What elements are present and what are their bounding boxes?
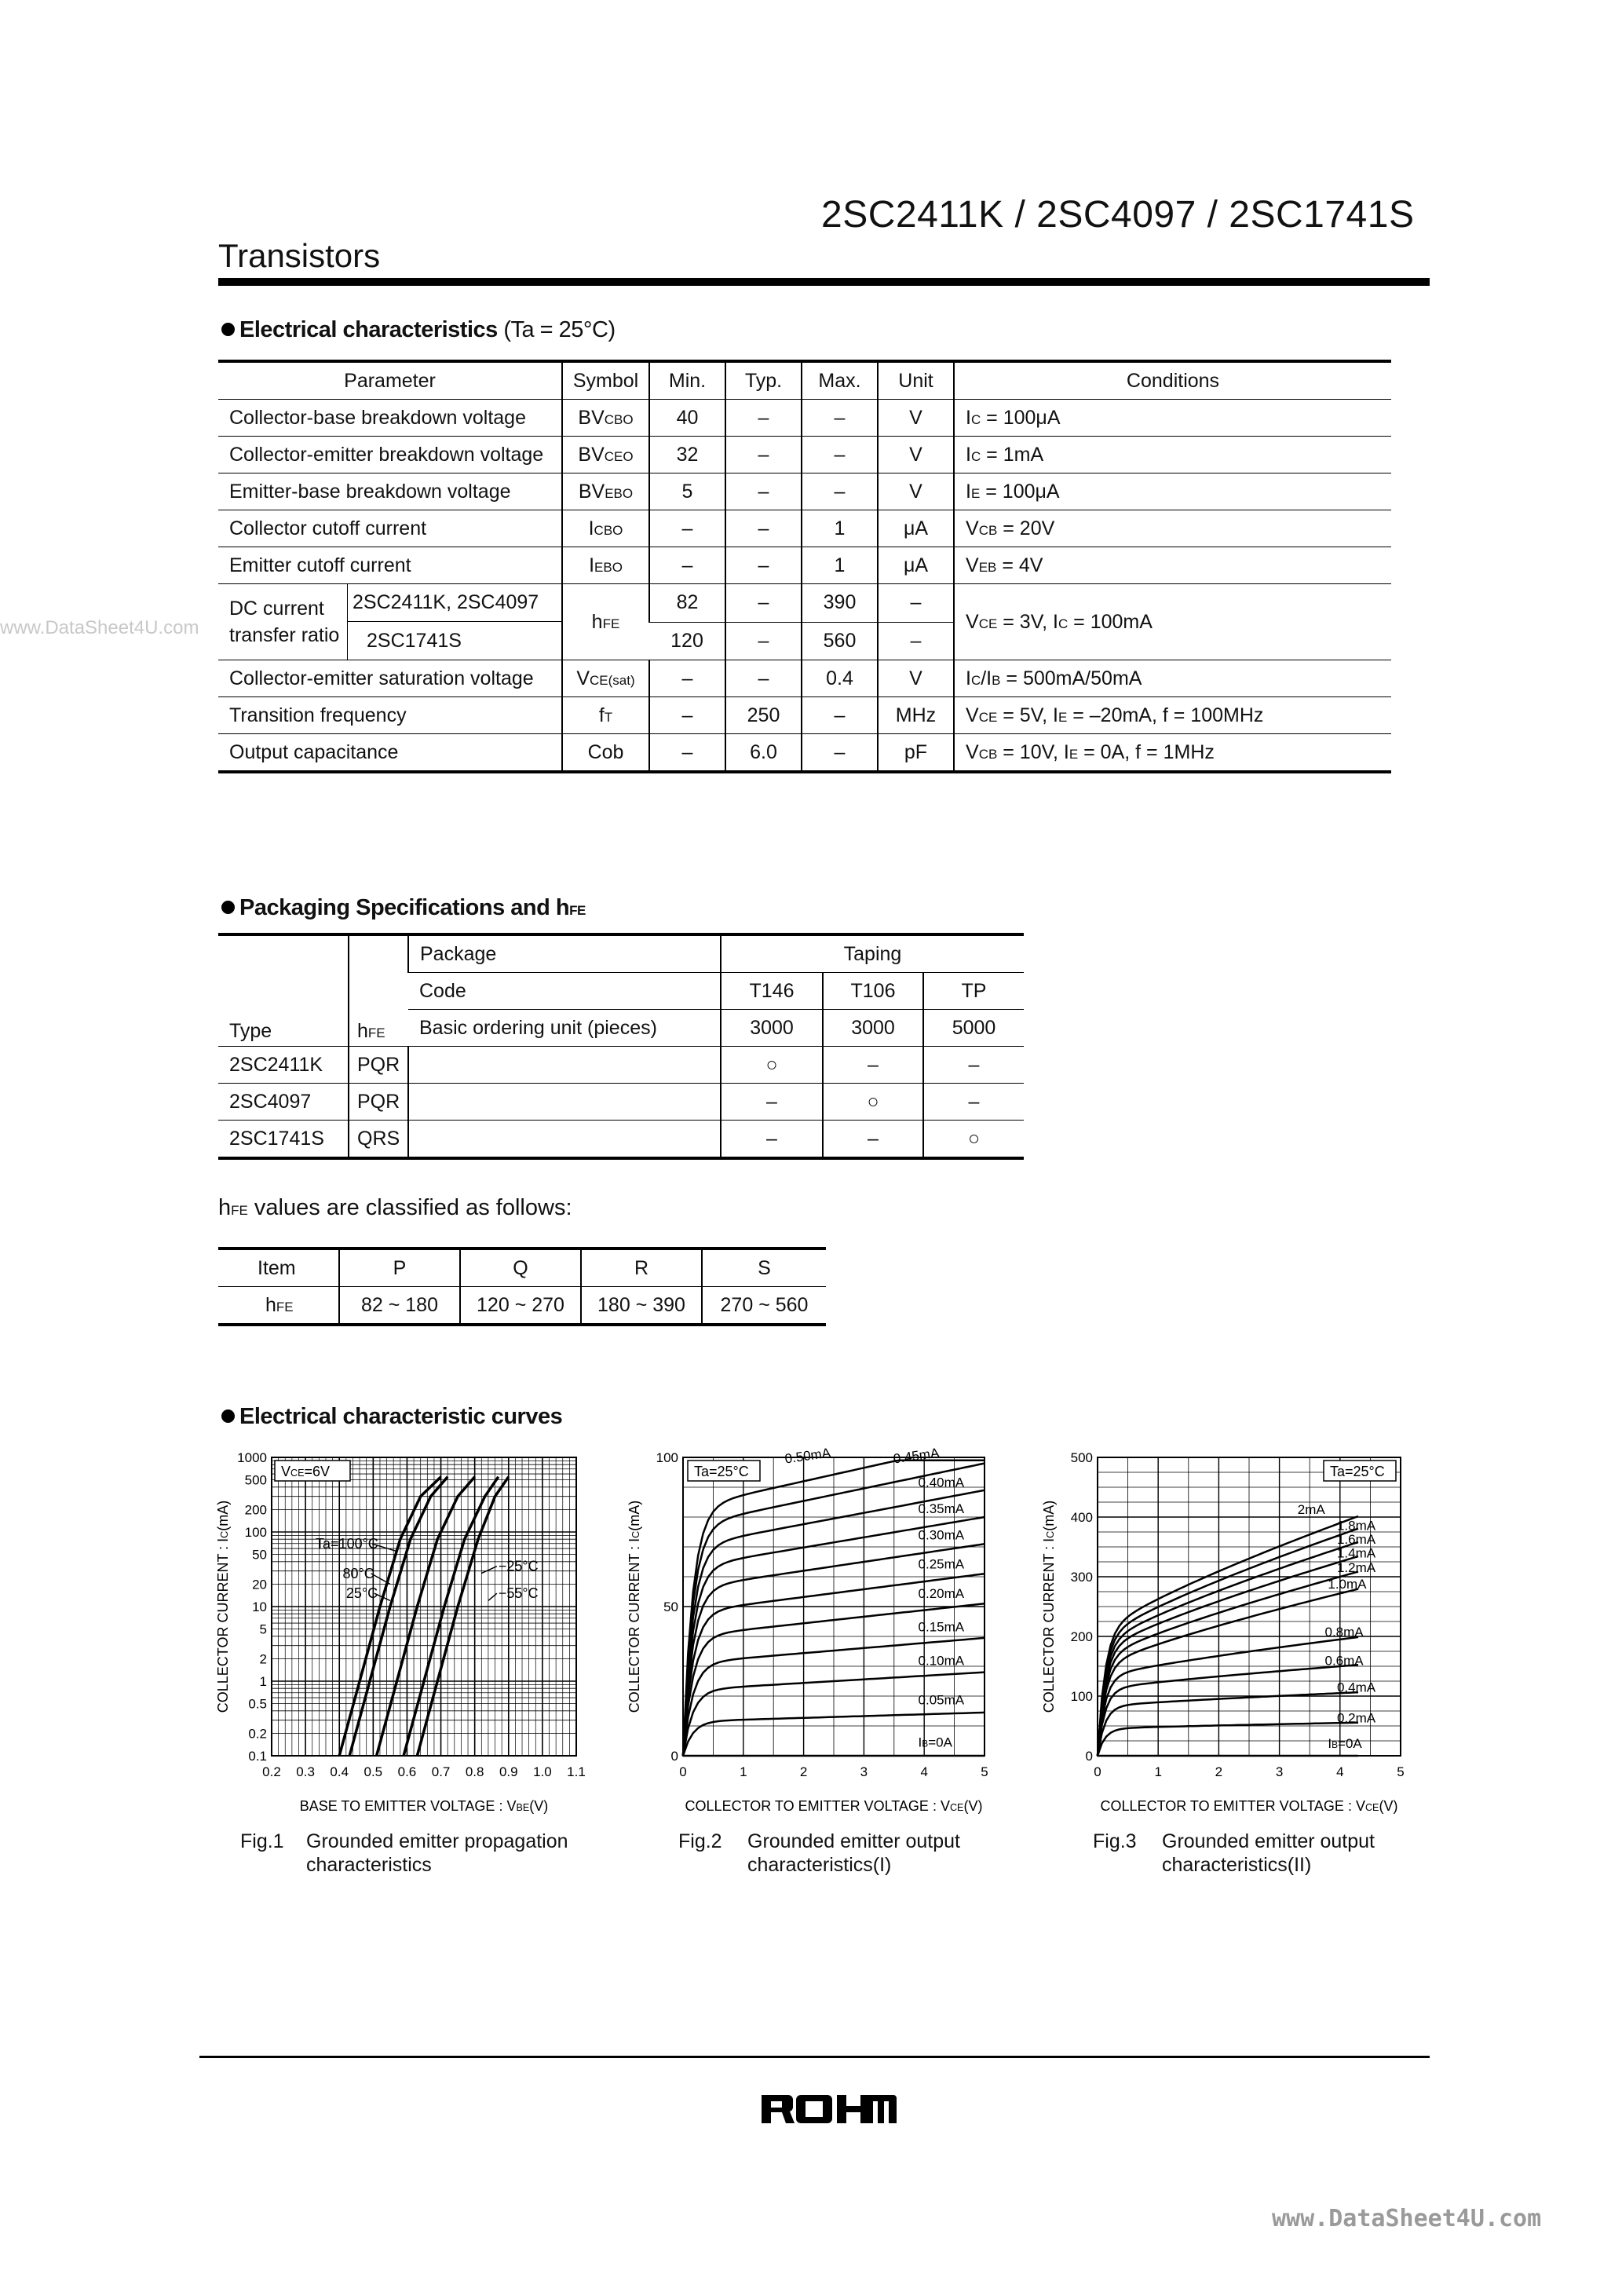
x-tick-label: 0.8 xyxy=(465,1764,484,1779)
curves-heading: Electrical characteristic curves xyxy=(221,1404,562,1430)
part-numbers: 2SC2411K / 2SC4097 / 2SC1741S xyxy=(821,194,1415,236)
x-tick-label: 0.9 xyxy=(499,1764,518,1779)
x-axis-label: BASE TO EMITTER VOLTAGE : VBE(V) xyxy=(299,1798,549,1814)
y-tick-label: 100 xyxy=(244,1525,267,1540)
x-tick-label: 0.7 xyxy=(431,1764,451,1779)
x-tick-label: 0.3 xyxy=(296,1764,315,1779)
header-cell: Parameter xyxy=(218,361,562,400)
header-cell: Unit xyxy=(878,361,954,400)
x-tick-label: 5 xyxy=(981,1764,988,1779)
header-cell: Symbol xyxy=(562,361,649,400)
table-row: Collector-base breakdown voltage BVCBO 40 – – V IC = 100μA xyxy=(218,400,1391,437)
table-row: Emitter-base breakdown voltage BVEBO 5 – – V IE = 100μA xyxy=(218,473,1391,510)
series-label: 0.25mA xyxy=(918,1556,965,1572)
series-label: 1.4mA xyxy=(1336,1545,1376,1561)
series-label: 1.6mA xyxy=(1336,1532,1376,1548)
watermark-left[interactable]: www.DataSheet4U.com xyxy=(0,617,199,638)
series-label: 0.35mA xyxy=(918,1501,965,1517)
dc-label-1: DC current xyxy=(229,598,324,620)
series-label: 1.0mA xyxy=(1328,1577,1367,1592)
series-label: 0.6mA xyxy=(1324,1653,1364,1669)
annotation-label: VCE=6V xyxy=(281,1464,331,1479)
table-row: Output capacitance Cob – 6.0 – pF VCB = 10V, IE = 0A, f = 1MHz xyxy=(218,734,1391,773)
y-tick-label: 1 xyxy=(259,1674,267,1689)
x-tick-label: 0 xyxy=(1094,1764,1101,1779)
x-tick-label: 1 xyxy=(1154,1764,1162,1779)
series-label: −25°C xyxy=(498,1558,539,1574)
x-tick-label: 4 xyxy=(920,1764,928,1779)
elec-heading: Electrical characteristics (Ta = 25°C) xyxy=(221,317,616,343)
series-label: 0.10mA xyxy=(918,1653,965,1669)
header-cell: Min. xyxy=(649,361,725,400)
series-label: 0.20mA xyxy=(918,1585,965,1601)
series-label: 25°C xyxy=(345,1585,378,1602)
hfe-classification-heading: hFE values are classified as follows: xyxy=(218,1195,572,1220)
label-leader xyxy=(488,1593,497,1600)
x-tick-label: 2 xyxy=(799,1764,808,1779)
y-axis-label: COLLECTOR CURRENT : IC(mA) xyxy=(1041,1500,1057,1713)
table-row: Emitter cutoff current IEBO – – 1 μA VEB = 4V xyxy=(218,547,1391,584)
x-tick-label: 2 xyxy=(1215,1764,1223,1779)
x-axis-label: COLLECTOR TO EMITTER VOLTAGE : VCE(V) xyxy=(685,1798,983,1814)
y-tick-label: 100 xyxy=(656,1450,678,1465)
y-tick-label: 200 xyxy=(244,1502,267,1518)
series-label: 0.05mA xyxy=(918,1692,965,1708)
series-label: 1.2mA xyxy=(1336,1559,1376,1575)
header-cell: Conditions xyxy=(954,361,1391,400)
table-row: Collector-emitter saturation voltage VCE(sat) – – 0.4 V IC/IB = 500mA/50mA xyxy=(218,660,1391,697)
series-label: −55°C xyxy=(498,1585,539,1602)
x-tick-label: 4 xyxy=(1336,1764,1344,1779)
x-tick-label: 0.2 xyxy=(262,1764,281,1779)
x-tick-label: 1.0 xyxy=(533,1764,552,1779)
table-row: Transition frequency fT – 250 – MHz VCE = 5V, IE = –20mA, f = 100MHz xyxy=(218,697,1391,734)
series-label: 2mA xyxy=(1297,1502,1325,1518)
x-tick-label: 3 xyxy=(860,1764,868,1779)
x-tick-label: 0.4 xyxy=(330,1764,349,1779)
y-tick-label: 20 xyxy=(252,1577,267,1592)
fig3-caption: Fig.3 Grounded emitter output characteristics(II) xyxy=(1093,1830,1375,1876)
x-tick-label: 0 xyxy=(679,1764,687,1779)
x-tick-label: 1 xyxy=(740,1764,747,1779)
dc-label-2: transfer ratio xyxy=(229,624,340,646)
table-row: 2SC1741S QRS – – ○ xyxy=(218,1121,1024,1159)
rohm-logo xyxy=(758,2092,897,2126)
series-label: IB=0A xyxy=(918,1735,952,1750)
header-cell: Max. xyxy=(802,361,878,400)
y-tick-label: 5 xyxy=(259,1621,267,1637)
y-axis-label: COLLECTOR CURRENT : IC(mA) xyxy=(215,1500,231,1713)
series-label: 0.8mA xyxy=(1324,1625,1364,1640)
hfe-classification-table: Item P Q R S hFE 82 ~ 180 120 ~ 270 180 ~ 390 270 ~ 560 xyxy=(218,1247,826,1326)
x-tick-label: 5 xyxy=(1397,1764,1405,1779)
y-tick-label: 400 xyxy=(1070,1510,1093,1525)
table-row: DC current transfer ratio 2SC2411K, 2SC4097 2SC1741S hFE 82 – 390 – VCE = 3V, IC = 100mA xyxy=(218,584,1391,623)
series-label: 0.15mA xyxy=(918,1619,965,1635)
watermark-right[interactable]: www.DataSheet4U.com xyxy=(1272,2205,1542,2232)
series-line xyxy=(377,1477,475,1756)
series-label: 0.50mA xyxy=(784,1445,832,1467)
footer-rule xyxy=(199,2056,1430,2058)
series-line xyxy=(1098,1723,1358,1756)
dc-type-1: 2SC2411K, 2SC4097 xyxy=(348,584,561,622)
y-tick-label: 50 xyxy=(663,1600,678,1614)
category-title: Transistors xyxy=(218,237,381,274)
y-tick-label: 0 xyxy=(670,1749,678,1764)
series-label: 0.2mA xyxy=(1336,1710,1376,1726)
y-axis-label: COLLECTOR CURRENT : IC(mA) xyxy=(627,1500,642,1713)
annotation-label: Ta=25°C xyxy=(1330,1464,1385,1479)
y-tick-label: 2 xyxy=(259,1651,267,1667)
fig1-caption: Fig.1 Grounded emitter propagation characteristics xyxy=(240,1830,568,1876)
table-row: Collector cutoff current ICBO – – 1 μA VCB = 20V xyxy=(218,510,1391,547)
y-tick-label: 500 xyxy=(1070,1450,1093,1465)
y-tick-label: 1000 xyxy=(237,1450,267,1465)
series-label: 0.40mA xyxy=(918,1475,965,1490)
series-line xyxy=(339,1477,440,1756)
series-label: IB=0A xyxy=(1328,1736,1362,1752)
y-tick-label: 10 xyxy=(252,1600,267,1614)
fig2-caption: Fig.2 Grounded emitter output characteristics(I) xyxy=(678,1830,960,1876)
dc-type-2: 2SC1741S xyxy=(367,630,462,652)
y-tick-label: 100 xyxy=(1070,1689,1093,1704)
series-line xyxy=(1098,1665,1358,1756)
x-axis-label: COLLECTOR TO EMITTER VOLTAGE : VCE(V) xyxy=(1100,1798,1398,1814)
table-row: 2SC4097 PQR – ○ – xyxy=(218,1084,1024,1121)
series-label: 0.45mA xyxy=(892,1445,941,1467)
packaging-heading: Packaging Specifications and hFE xyxy=(221,895,586,921)
y-tick-label: 0.2 xyxy=(248,1726,267,1742)
table-row: Collector-emitter breakdown voltage BVCEO 32 – – V IC = 1mA xyxy=(218,437,1391,473)
header-cell: Typ. xyxy=(725,361,802,400)
x-tick-label: 3 xyxy=(1275,1764,1284,1779)
packaging-table: Type hFE Package Taping Code T146 T106 TP Basic ordering unit (pieces) 3000 3000 5000 2SC2411K PQR ○ – – 2SC4097 PQR – ○ – 2SC1741S QRS – – ○ xyxy=(218,933,1024,1160)
y-tick-label: 300 xyxy=(1070,1570,1093,1585)
y-tick-label: 0.5 xyxy=(248,1696,267,1712)
series-label: 0.4mA xyxy=(1336,1680,1376,1695)
series-label: 0.30mA xyxy=(918,1527,965,1543)
y-tick-label: 0 xyxy=(1085,1749,1093,1764)
series-label: Ta=100°C xyxy=(316,1536,378,1552)
y-tick-label: 500 xyxy=(244,1472,267,1488)
x-tick-label: 0.6 xyxy=(397,1764,417,1779)
x-tick-label: 1.1 xyxy=(567,1764,586,1779)
table-row: 2SC2411K PQR ○ – – xyxy=(218,1047,1024,1084)
series-label: 80°C xyxy=(342,1565,374,1581)
series-line xyxy=(404,1477,499,1756)
table-row: 120 – 560 – xyxy=(218,622,1391,660)
series-line xyxy=(349,1477,448,1756)
series-line xyxy=(1098,1589,1358,1757)
x-tick-label: 0.5 xyxy=(363,1764,383,1779)
label-leader xyxy=(481,1567,497,1574)
annotation-label: Ta=25°C xyxy=(694,1464,749,1479)
y-tick-label: 50 xyxy=(252,1547,267,1563)
y-tick-label: 0.1 xyxy=(248,1749,267,1764)
y-tick-label: 200 xyxy=(1070,1629,1093,1644)
series-label: 1.8mA xyxy=(1336,1518,1376,1534)
